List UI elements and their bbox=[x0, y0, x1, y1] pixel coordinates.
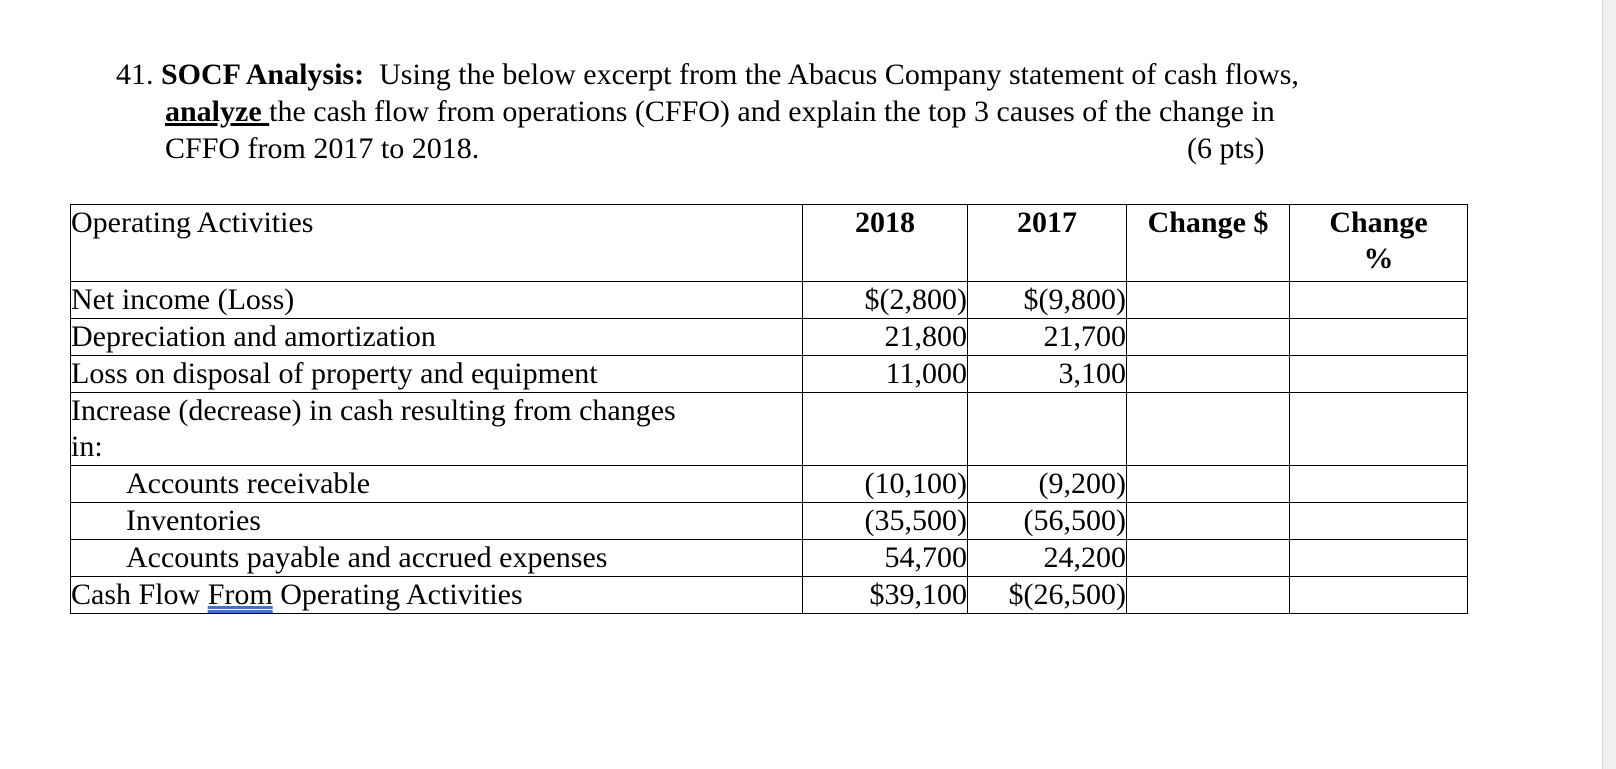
cell-2018 bbox=[803, 393, 968, 466]
cell-change-percent[interactable] bbox=[1290, 319, 1468, 356]
question-text-2: the cash flow from operations (CFFO) and explain the top 3 causes of the change in bbox=[269, 95, 1275, 128]
row-label: Accounts payable and accrued expenses bbox=[71, 540, 803, 577]
row-label: Inventories bbox=[71, 503, 803, 540]
header-2018: 2018 bbox=[803, 205, 968, 282]
cell-2018: 11,000 bbox=[803, 356, 968, 393]
row-label: Depreciation and amortization bbox=[71, 319, 803, 356]
cell-2017: 21,700 bbox=[968, 319, 1127, 356]
table-row bbox=[71, 466, 1468, 503]
row-label-changes bbox=[71, 393, 803, 466]
cell-2017: (9,200) bbox=[968, 466, 1127, 503]
question-points: (6 pts) bbox=[1187, 132, 1265, 165]
cell-2017: $(9,800) bbox=[968, 282, 1127, 319]
cell-2017: (56,500) bbox=[968, 503, 1127, 540]
question-line-3 bbox=[116, 130, 1276, 167]
total-change-dollar[interactable] bbox=[1127, 577, 1290, 614]
question-title: SOCF Analysis: bbox=[161, 58, 365, 91]
cell-change-percent[interactable] bbox=[1290, 503, 1468, 540]
cell-2017: 24,200 bbox=[968, 540, 1127, 577]
table-row bbox=[71, 282, 1468, 319]
total-label-pre: Cash Flow bbox=[71, 578, 208, 611]
cell-2018: (10,100) bbox=[803, 466, 968, 503]
cell-change-dollar[interactable] bbox=[1127, 356, 1290, 393]
header-change-dollar: Change $ bbox=[1127, 205, 1290, 282]
total-2017: $(26,500) bbox=[968, 577, 1127, 614]
cell-change-dollar[interactable] bbox=[1127, 540, 1290, 577]
cell-change-percent[interactable] bbox=[1290, 393, 1468, 466]
row-label: Loss on disposal of property and equipment bbox=[71, 356, 803, 393]
cell-2017: 3,100 bbox=[968, 356, 1127, 393]
table-row bbox=[71, 503, 1468, 540]
table-total-row bbox=[71, 577, 1468, 614]
total-2018: $39,100 bbox=[803, 577, 968, 614]
cell-change-percent[interactable] bbox=[1290, 540, 1468, 577]
row-label-changes-line1: Increase (decrease) in cash resulting from changes bbox=[71, 394, 676, 427]
question-number: 41. bbox=[116, 58, 154, 91]
cash-flow-table bbox=[70, 204, 1468, 614]
table-header-row bbox=[71, 205, 1468, 282]
question-block bbox=[116, 56, 1299, 167]
table-row bbox=[71, 319, 1468, 356]
question-text-1: Using the below excerpt from the Abacus Company statement of cash flows, bbox=[364, 58, 1299, 91]
question-line-1 bbox=[116, 56, 1299, 93]
cell-change-dollar[interactable] bbox=[1127, 466, 1290, 503]
question-text-3: CFFO from 2017 to 2018. bbox=[165, 132, 480, 165]
question-verb: analyze bbox=[165, 95, 270, 128]
cell-2017 bbox=[968, 393, 1127, 466]
header-change-percent-line2: % bbox=[1363, 242, 1394, 275]
total-change-percent[interactable] bbox=[1290, 577, 1468, 614]
header-2017: 2017 bbox=[968, 205, 1127, 282]
row-label: Accounts receivable bbox=[71, 466, 803, 503]
table-row bbox=[71, 356, 1468, 393]
table-row bbox=[71, 540, 1468, 577]
header-change-percent-line1: Change bbox=[1329, 206, 1428, 239]
table-row bbox=[71, 393, 1468, 466]
cell-change-percent[interactable] bbox=[1290, 282, 1468, 319]
cell-change-percent[interactable] bbox=[1290, 466, 1468, 503]
cell-change-dollar[interactable] bbox=[1127, 319, 1290, 356]
cell-change-dollar[interactable] bbox=[1127, 282, 1290, 319]
total-label bbox=[71, 577, 803, 614]
cell-2018: $(2,800) bbox=[803, 282, 968, 319]
cell-2018: 54,700 bbox=[803, 540, 968, 577]
window-scrollbar-edge[interactable] bbox=[1602, 0, 1616, 769]
row-label: Net income (Loss) bbox=[71, 282, 803, 319]
row-label-changes-line2: in: bbox=[71, 430, 103, 463]
cell-change-dollar[interactable] bbox=[1127, 393, 1290, 466]
header-change-percent bbox=[1290, 205, 1468, 282]
cell-2018: 21,800 bbox=[803, 319, 968, 356]
cell-change-percent[interactable] bbox=[1290, 356, 1468, 393]
total-label-post: Operating Activities bbox=[272, 578, 523, 611]
total-label-from: From bbox=[207, 578, 273, 611]
question-line-2 bbox=[116, 93, 1276, 130]
header-operating-activities: Operating Activities bbox=[71, 205, 803, 282]
cell-2018: (35,500) bbox=[803, 503, 968, 540]
cell-change-dollar[interactable] bbox=[1127, 503, 1290, 540]
